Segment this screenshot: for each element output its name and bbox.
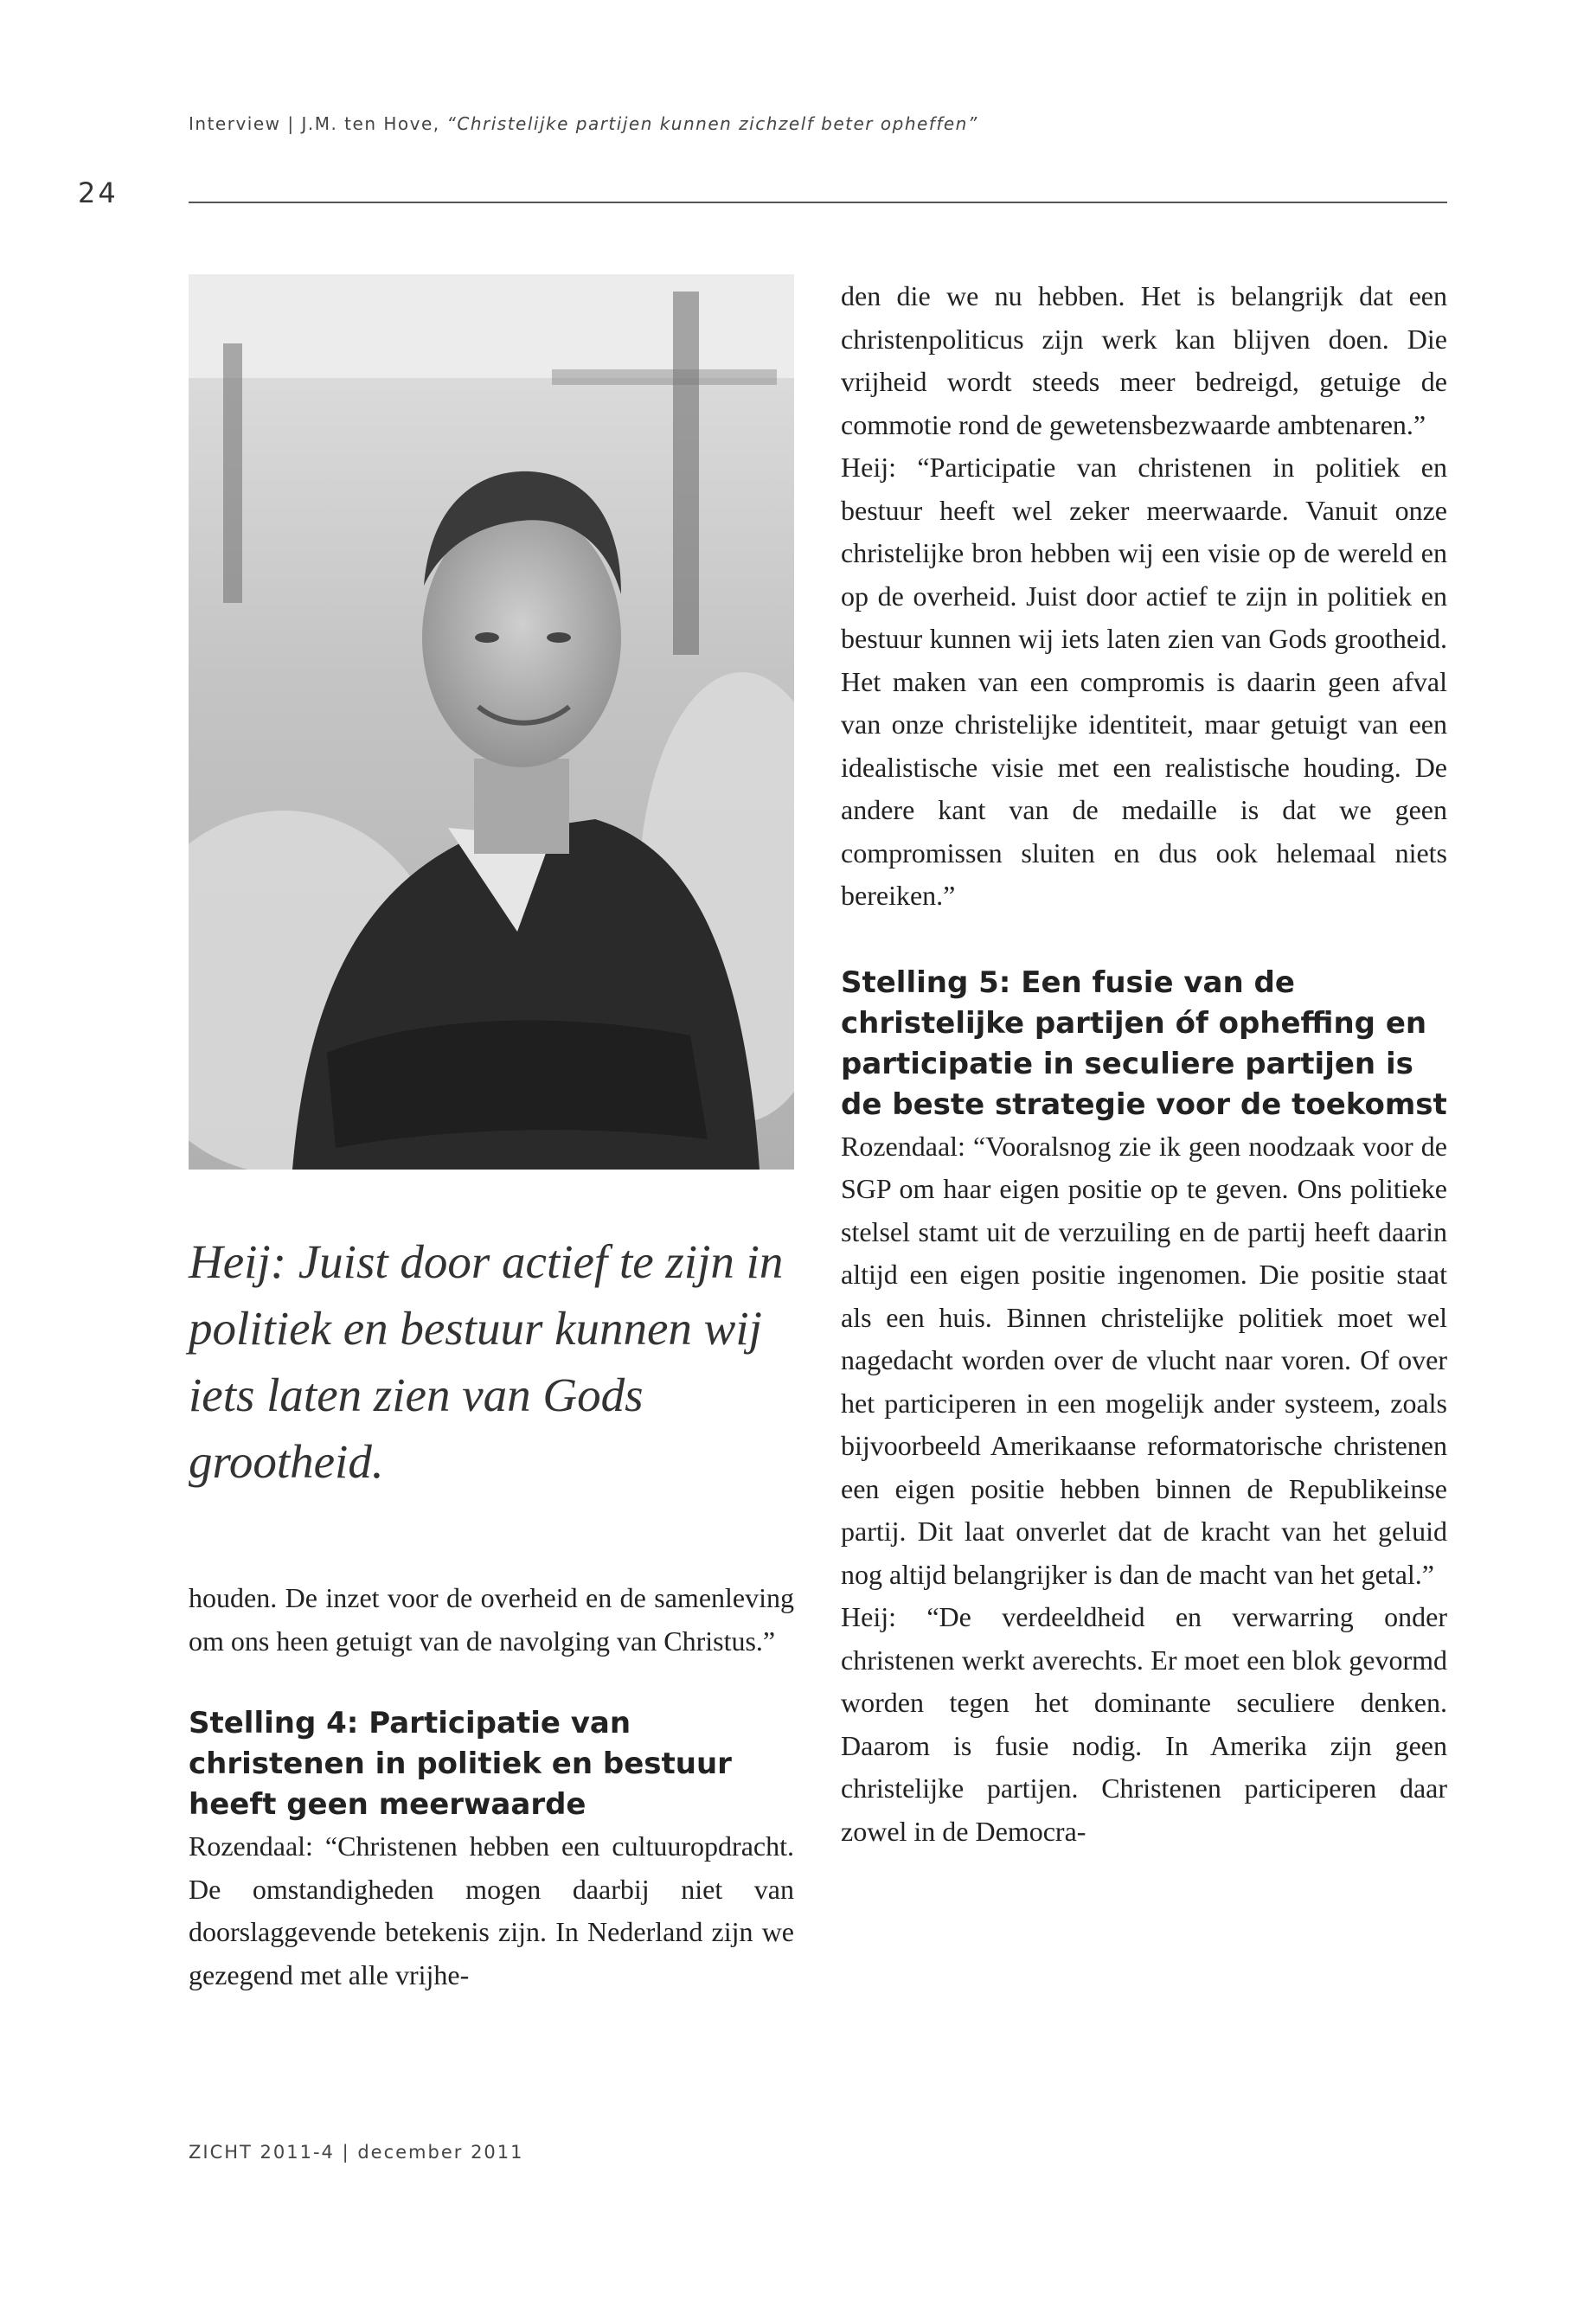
right-paragraph-2: Heij: “Participatie van christenen in politiek en bestuur heeft wel zeker meerwaarde. Vanuit onze christelijke bron hebben wij een visie op de wereld en op de overheid. Juist door actief te zijn in politiek en bestuur kunnen wij iets laten zien van Gods grootheid. Het maken van een compromis is daarin geen afval van onze christelijke identiteit, maar getuigt van een idealistische visie met een realistische houding. De andere kant van de medaille is dat we geen compromissen sluiten en dus ook helemaal niets bereiken.” xyxy=(841,452,1447,911)
header-prefix: Interview | J.M. ten Hove, xyxy=(189,113,447,134)
pull-quote: Heij: Juist door actief te zijn in politiek en bestuur kunnen wij iets laten zien van Gods grootheid. xyxy=(189,1235,784,1488)
footer: ZICHT 2011-4 | december 2011 xyxy=(189,2142,524,2163)
left-paragraph-2: Rozendaal: “Christenen hebben een cultuuropdracht. De omstandigheden mogen daarbij niet van doorslaggevende betekenis zijn. In Nederland zijn we gezegend met alle vrijhe- xyxy=(189,1830,794,1990)
right-paragraph-3: Rozendaal: “Vooralsnog zie ik geen noodzaak voor de SGP om haar eigen positie op te geven. Ons politieke stelsel stamt uit de verzuiling en de partij heeft daarin altijd een eigen positie ingenomen. Die positie staat als een huis. Binnen christelijke politiek moet wel nagedacht worden over de vlucht naar voren. Of over het participeren in een mogelijk ander systeem, zoals bijvoorbeeld Amerikaanse reformatorische christenen een eigen positie hebben binnen de Republikeinse partij. Dit laat onverlet dat de kracht van het geluid nog altijd belangrijker is dan de macht van het getal.” xyxy=(841,1130,1447,1590)
left-paragraph-1: houden. De inzet voor de overheid en de samenleving om ons heen getuigt van de navolging van Christus.” xyxy=(189,1582,794,1657)
right-text-column xyxy=(841,275,1447,1853)
portrait-photo xyxy=(189,274,794,1170)
right-paragraph-4: Heij: “De verdeeldheid en verwarring onder christenen werkt averechts. Er moet een blok gevormd worden tegen het dominante seculiere denken. Daarom is fusie nodig. In Amerika zijn geen christelijke partijen. Christenen participeren daar zowel in de Democra- xyxy=(841,1601,1447,1847)
portrait-photo-icon xyxy=(189,274,794,1170)
heading-stelling-5: Stelling 5: Een fusie van de christelijke partijen óf opheffing en participatie in seculiere partijen is de beste strategie voor de toekomst xyxy=(841,965,1447,1122)
running-header xyxy=(189,113,978,134)
page-number: 24 xyxy=(78,176,119,209)
left-text-column xyxy=(189,1577,794,1997)
header-article-title: “Christelijke partijen kunnen zichzelf beter opheffen” xyxy=(446,113,978,134)
header-rule xyxy=(189,202,1447,203)
right-paragraph-1: den die we nu hebben. Het is belangrijk dat een christenpoliticus zijn werk kan blijven doen. Die vrijheid wordt steeds meer bedreigd, getuige de commotie rond de gewetensbezwaarde ambtenaren.” xyxy=(841,280,1447,440)
heading-stelling-4: Stelling 4: Participatie van christenen in politiek en bestuur heeft geen meerwaarde xyxy=(189,1706,732,1822)
